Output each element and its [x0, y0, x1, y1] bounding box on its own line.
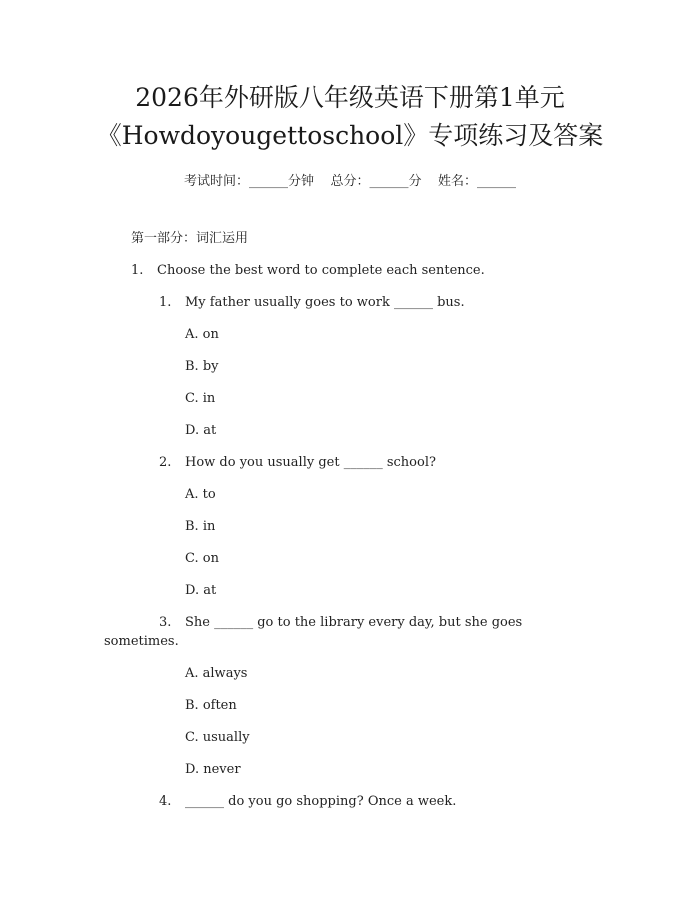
option-a: A. on [185, 327, 219, 342]
question-text: ______ do you go shopping? Once a week. [185, 794, 457, 809]
question-text-continued: sometimes. [104, 634, 179, 649]
doc-title-line2: 《Howdoyougettoschool》专项练习及答案 [96, 121, 604, 150]
question-text: She ______ go to the library every day, but she goes [185, 615, 523, 630]
question-number: 3. [159, 615, 172, 630]
option-c: C. in [185, 391, 216, 406]
exam-info: 考试时间：______分钟 总分：______分 姓名：______ [183, 174, 517, 189]
option-d: D. at [185, 423, 217, 438]
option-a: A. always [185, 666, 248, 681]
question-number: 2. [159, 455, 172, 470]
option-c: C. usually [185, 730, 250, 745]
task-number: 1. [131, 263, 144, 278]
option-b: B. by [185, 359, 219, 374]
option-b: B. often [185, 698, 237, 713]
task-instruction: Choose the best word to complete each sentence. [157, 263, 485, 278]
section-heading: 第一部分：词汇运用 [131, 231, 249, 246]
question-number: 4. [159, 794, 172, 809]
option-a: A. to [185, 487, 216, 502]
question-text: My father usually goes to work ______ bus. [185, 295, 465, 310]
doc-title-line1: 2026年外研版八年级英语下册第1单元 [135, 83, 565, 112]
option-c: C. on [185, 551, 219, 566]
question-number: 1. [159, 295, 172, 310]
option-d: D. never [185, 762, 241, 777]
option-b: B. in [185, 519, 216, 534]
question-text: How do you usually get ______ school? [185, 455, 436, 470]
option-d: D. at [185, 583, 217, 598]
